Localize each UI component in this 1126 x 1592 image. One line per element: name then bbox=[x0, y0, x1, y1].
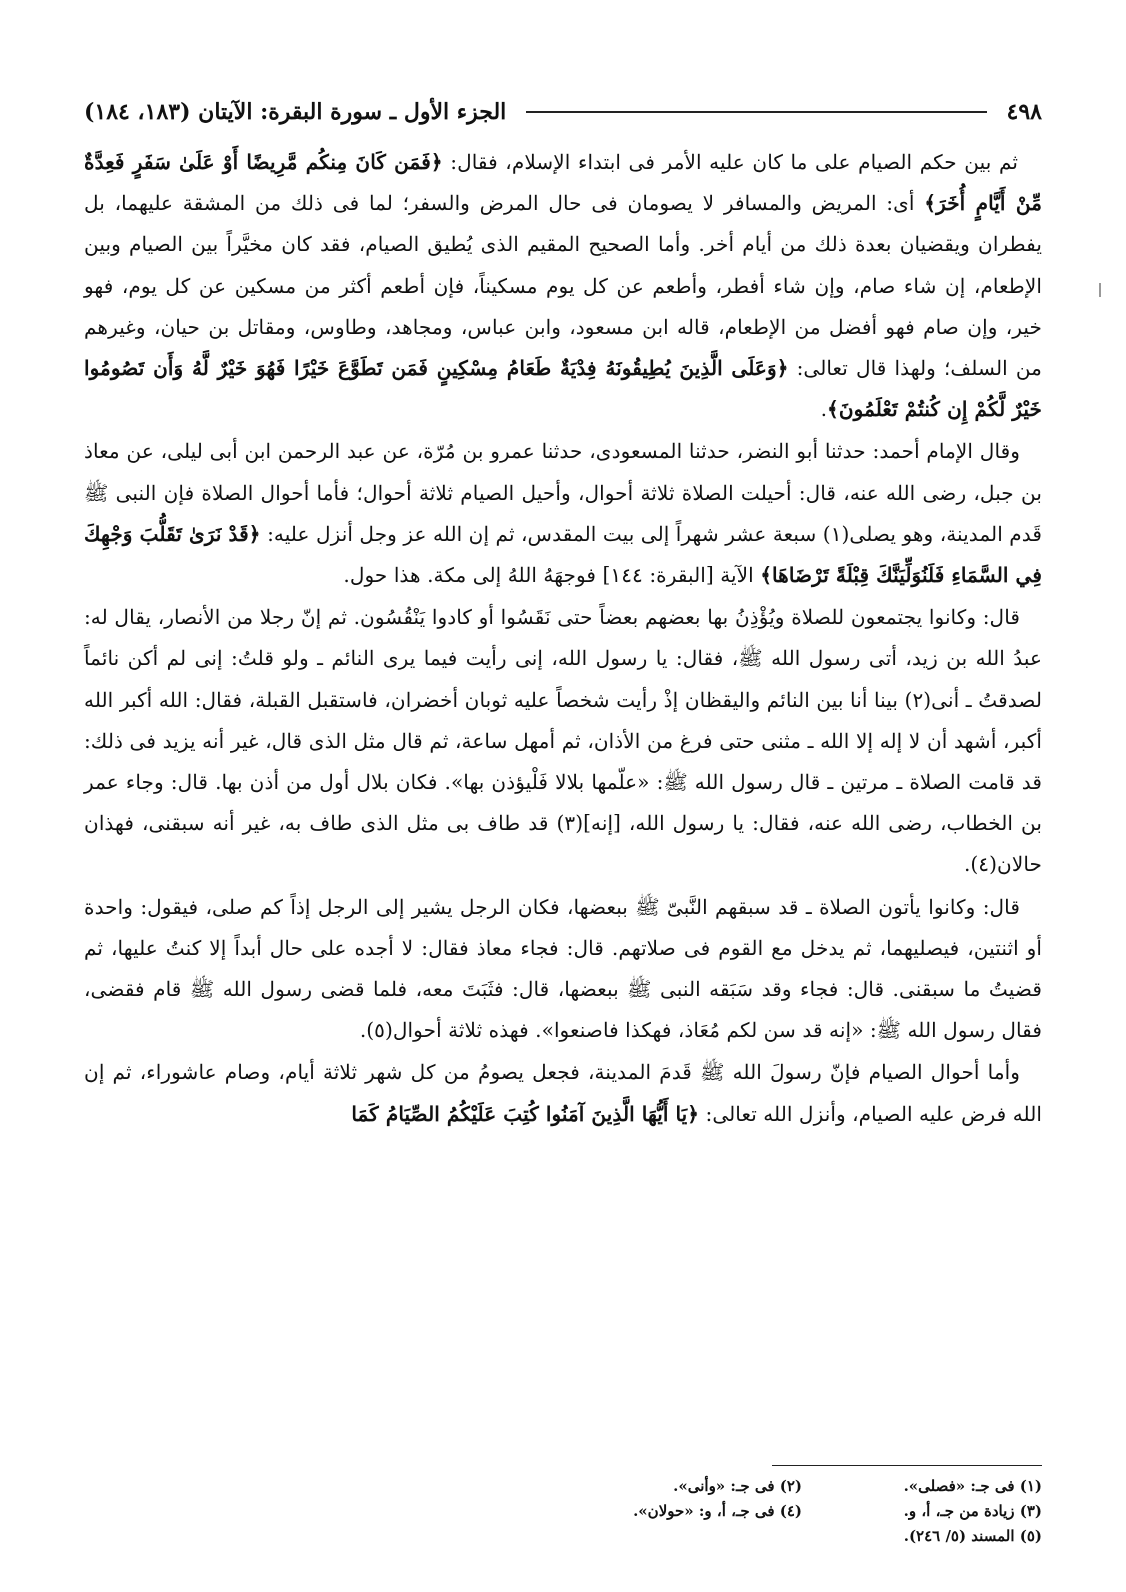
body-text bbox=[84, 142, 1042, 1136]
margin-mark bbox=[1099, 283, 1101, 297]
quran-verse: ﴿فَمَن كَانَ مِنكُم مَّرِيضًا أَوْ عَلَىٰ سَفَرٍ فَعِدَّةٌ مِّنْ أَيَّامٍ أُخَرَ﴾ bbox=[84, 150, 1043, 216]
footnote-row bbox=[522, 1499, 1042, 1524]
paragraph bbox=[84, 887, 1042, 1052]
paragraph-text: ثم بين حكم الصيام على ما كان عليه الأمر فى ابتداء الإسلام، فقال: bbox=[442, 150, 1018, 174]
paragraph-text: الآية [البقرة: ١٤٤] فوجهَهُ اللهُ إلى مكة. هذا حول. bbox=[343, 563, 761, 588]
footnote-row bbox=[522, 1524, 1042, 1549]
footnote-row bbox=[522, 1474, 1042, 1499]
paragraph-text: وأما أحوال الصيام فإنّ رسولَ الله ﷺ قَدمَ المدينة، فجعل يصومُ من كل شهر ثلاثة أيام، وصام عاشوراء، ثم إن الله فرض عليه الصيام، وأنزل الله تعالى: bbox=[84, 1060, 1042, 1126]
footnote: (٢) فى جـ: «وأنى». bbox=[673, 1477, 802, 1495]
footnote: (٥) المسند (٥/ ٢٤٦). bbox=[903, 1527, 1042, 1545]
paragraph bbox=[84, 431, 1042, 596]
paragraph-text: قال: وكانوا يأتون الصلاة ـ قد سبقهم النَّبىّ ﷺ ببعضها، فكان الرجل يشير إلى الرجل إذاً كم صلى، فيقول: واحدة أو اثنتين، فيصليهما، ثم يدخل مع القوم فى صلاتهم. قال: فجاء معاذ فقال: لا أجده على حال أبداً إلا كنتُ عليها، ثم قضيتُ ما سبقنى. قال: فجاء وقد سَبَقه النبى ﷺ ببعضها، قال: فثَبَتَ معه، فلما قضى رسول الله ﷺ قام فقضى، فقال رسول الله ﷺ: «إنه قد سن لكم مُعَاذ، فهكذا فاصنعوا». فهذه ثلاثة أحوال(٥). bbox=[84, 894, 1042, 1043]
paragraph-text: وقال الإمام أحمد: حدثنا أبو النضر، حدثنا المسعودى، حدثنا عمرو بن مُرّة، عن عبد الرحمن ابن أبى ليلى، عن معاذ بن جبل، رضى الله عنه، قال: أحيلت الصلاة ثلاثة أحوال، وأحيل الصيام ثلاثة أحوال؛ فأما أحوال الصلاة فإن النبى ﷺ قَدم المدينة، وهو يصلى(١) سبعة عشر شهراً إلى بيت المقدس، ثم إن الله عز وجل أنزل عليه: bbox=[84, 439, 1042, 546]
running-header bbox=[84, 92, 1042, 132]
footnotes bbox=[522, 1474, 1042, 1549]
footnote: (٣) زيادة من جـ، أ، و. bbox=[903, 1502, 1042, 1520]
header-title: الجزء الأول ـ سورة البقرة: الآيتان (١٨٣، ١٨٤) bbox=[84, 99, 507, 125]
quran-verse: ﴿قَدْ نَرَىٰ تَقَلُّبَ وَجْهِكَ فِي السَّمَاءِ فَلَنُوَلِّيَنَّكَ قِبْلَةً تَرْضَاهَا﴾ bbox=[84, 521, 1042, 588]
paragraph bbox=[84, 1052, 1042, 1134]
paragraph-text: قال: وكانوا يجتمعون للصلاة ويُؤْذِنُ بها بعضهم بعضاً حتى نَقَسُوا أو كادوا يَنْقُسُون. ثم إنّ رجلا من الأنصار، يقال له: عبدُ الله بن زيد، أتى رسول الله ﷺ، فقال: يا رسول الله، إنى رأيت فيما يرى النائم ـ ولو قلتُ: إنى لم أكن نائماً لصدقتُ ـ أنى(٢) بينا أنا بين النائم واليقظان إذْ رأيت شخصاً عليه ثوبان أخضران، فاستقبل القبلة، فقال: الله أكبر الله أكبر، أشهد أن لا إله إلا الله ـ مثنى حتى فرغ من الأذان، ثم أمهل ساعة، ثم قال مثل الذى قال، غير أنه يزيد فى ذلك: قد قامت الصلاة ـ مرتين ـ قال رسول الله ﷺ: «علّمها بلالا فَلْيؤذن بها». فكان بلال أول من أذن بها. قال: وجاء عمر بن الخطاب، رضى الله عنه، فقال: يا رسول الله، [إنه](٣) قد طاف بى مثل الذى طاف به، غير أنه سبقنى، فهذان حالان(٤). bbox=[84, 605, 1043, 877]
header-rule bbox=[526, 111, 986, 113]
paragraph-text: أى: المريض والمسافر لا يصومان فى حال المرض والسفر؛ لما فى ذلك من المشقة عليهما، بل يفطران ويقضيان بعدة ذلك من أيام أخر. وأما الصحيح المقيم الذى يُطيق الصيام، فقد كان مخيَّراً بين الصيام وبين الإطعام، إن شاء صام، وإن شاء أفطر، وأطعم عن كل يوم مسكيناً، فإن أطعم أكثر من مسكين عن كل يوم، فهو خير، وإن صام فهو أفضل من الإطعام، قاله ابن مسعود، وابن عباس، ومجاهد، وطاوس، ومقاتل بن حيان، وغيرهم من السلف؛ ولهذا قال تعالى: bbox=[84, 191, 1042, 381]
footnote: (٤) فى جـ، أ، و: «حولان». bbox=[633, 1502, 802, 1520]
paragraph-text: . bbox=[820, 397, 827, 422]
quran-verse: ﴿وَعَلَى الَّذِينَ يُطِيقُونَهُ فِدْيَةٌ طَعَامُ مِسْكِينٍ فَمَن تَطَوَّعَ خَيْرًا فَهُوَ خَيْرٌ لَّهُ وَأَن تَصُومُوا خَيْرٌ لَّكُمْ إِن كُنتُمْ تَعْلَمُونَ﴾ bbox=[84, 356, 1042, 422]
paragraph bbox=[84, 597, 1042, 885]
page-number: ٤٩٨ bbox=[1006, 99, 1042, 125]
footnote bbox=[602, 1524, 802, 1549]
quran-verse: ﴿يَا أَيُّهَا الَّذِينَ آمَنُوا كُتِبَ عَلَيْكُمُ الصِّيَامُ كَمَا bbox=[351, 1101, 700, 1126]
footnote-separator bbox=[772, 1465, 1042, 1466]
paragraph bbox=[84, 142, 1042, 430]
footnote: (١) فى جـ: «فصلى». bbox=[903, 1477, 1042, 1495]
